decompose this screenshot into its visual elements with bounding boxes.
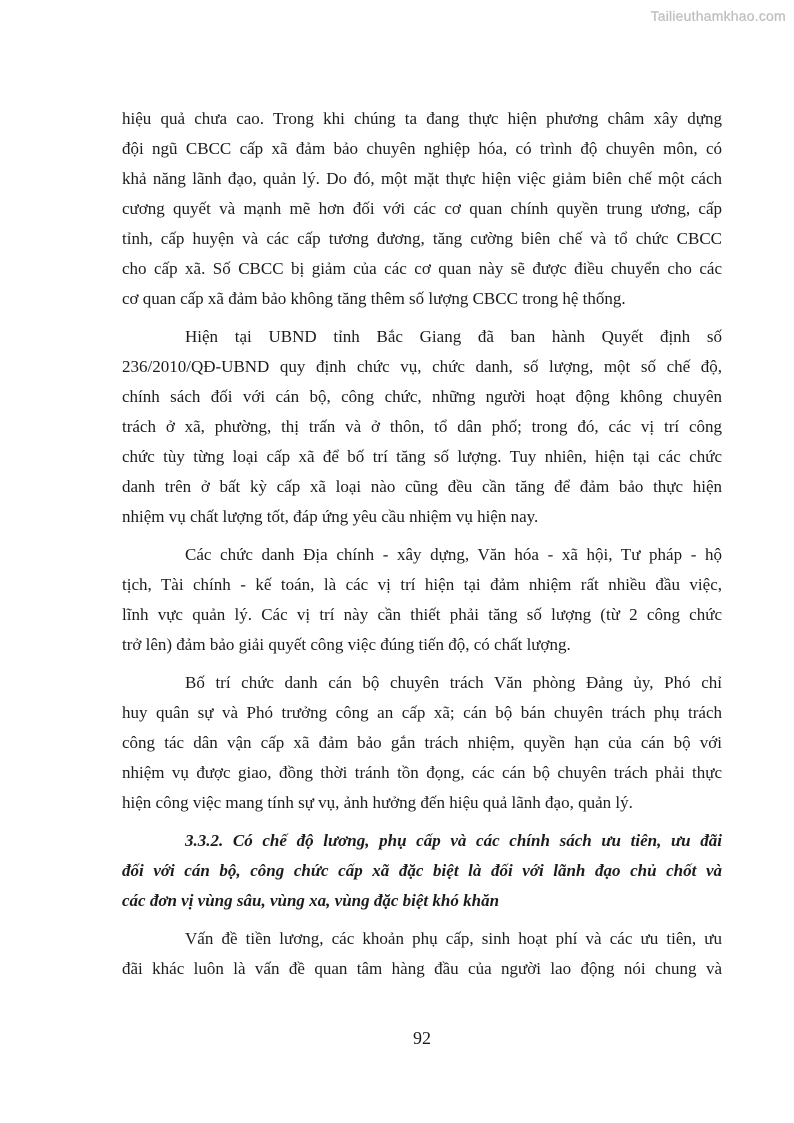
text-line: Bố trí chức danh cán bộ chuyên trách Văn phòng Đảng ủy, Phó chỉ	[185, 673, 722, 692]
text-line: Các chức danh Địa chính - xây dựng, Văn hóa - xã hội, Tư pháp - hộ	[185, 545, 722, 564]
text-line: danh trên ở bất kỳ cấp xã loại nào cũng đều cần tăng để đảm bảo thực hiện	[122, 477, 722, 496]
text-line: trách ở xã, phường, thị trấn và ở thôn, tổ dân phố; trong đó, các vị trí công	[122, 417, 722, 436]
text-line: huy quân sự và Phó trưởng công an cấp xã; cán bộ bán chuyên trách phụ trách	[122, 703, 722, 722]
paragraph-ubnd-decision	[122, 322, 722, 532]
text-line: công tác dân vận cấp xã đảm bảo gắn trách nhiệm, quyền hạn của cán bộ với	[122, 733, 722, 752]
heading-line: đối với cán bộ, công chức cấp xã đặc biệt là đối với lãnh đạo chủ chốt và	[122, 861, 722, 880]
text-line: nhiệm vụ được giao, đồng thời tránh tồn đọng, các cán bộ chuyên trách phải thực	[122, 763, 722, 782]
text-line: chức tùy từng loại cấp xã để bố trí tăng số lượng. Tuy nhiên, hiện tại các chức	[122, 447, 722, 466]
paragraph-salary-intro	[122, 924, 722, 984]
section-heading-3-3-2	[122, 826, 722, 916]
text-line: chính sách đối với cán bộ, công chức, những người hoạt động không chuyên	[122, 387, 722, 406]
text-line: nhiệm vụ chất lượng tốt, đáp ứng yêu cầu nhiệm vụ hiện nay.	[122, 507, 539, 526]
text-line: đội ngũ CBCC cấp xã đảm bảo chuyên nghiệp hóa, có trình độ chuyên môn, có	[122, 139, 722, 158]
text-line: Hiện tại UBND tỉnh Bắc Giang đã ban hành Quyết định số	[185, 327, 722, 346]
paragraph-position-titles	[122, 540, 722, 660]
paragraph-staff-arrangement	[122, 668, 722, 818]
watermark-text: Tailieuthamkhao.com	[650, 8, 786, 24]
page-body	[122, 104, 722, 992]
heading-line: 3.3.2. Có chế độ lương, phụ cấp và các chính sách ưu tiên, ưu đãi	[185, 831, 722, 850]
text-line: đãi khác luôn là vấn đề quan tâm hàng đầu của người lao động nói chung và	[122, 959, 722, 978]
text-line: 236/2010/QĐ-UBND quy định chức vụ, chức danh, số lượng, một số chế độ,	[122, 357, 722, 376]
text-line: khả năng lãnh đạo, quản lý. Do đó, một mặt thực hiện việc giảm biên chế một cách	[122, 169, 722, 188]
text-line: trở lên) đảm bảo giải quyết công việc đúng tiến độ, có chất lượng.	[122, 635, 571, 654]
heading-line: các đơn vị vùng sâu, vùng xa, vùng đặc biệt khó khăn	[122, 891, 500, 910]
paragraph-continuation	[122, 104, 722, 314]
text-line: tịch, Tài chính - kế toán, là các vị trí hiện tại đảm nhiệm rất nhiều đầu việc,	[122, 575, 722, 594]
text-line: Vấn đề tiền lương, các khoản phụ cấp, sinh hoạt phí và các ưu tiên, ưu	[185, 929, 722, 948]
text-line: lĩnh vực quản lý. Các vị trí này cần thiết phải tăng số lượng (từ 2 công chức	[122, 605, 722, 624]
page-number: 92	[413, 1028, 431, 1048]
text-line: hiện công việc mang tính sự vụ, ảnh hưởng đến hiệu quả lãnh đạo, quản lý.	[122, 793, 633, 812]
text-line: cơ quan cấp xã đảm bảo không tăng thêm số lượng CBCC trong hệ thống.	[122, 289, 626, 308]
text-line: hiệu quả chưa cao. Trong khi chúng ta đang thực hiện phương châm xây dựng	[122, 109, 722, 128]
text-line: tỉnh, cấp huyện và các cấp tương đương, tăng cường biên chế và tổ chức CBCC	[122, 229, 722, 248]
text-line: cương quyết và mạnh mẽ hơn đối với các cơ quan chính quyền trung ương, cấp	[122, 199, 722, 218]
text-line: cho cấp xã. Số CBCC bị giảm của các cơ quan này sẽ được điều chuyển cho các	[122, 259, 722, 278]
